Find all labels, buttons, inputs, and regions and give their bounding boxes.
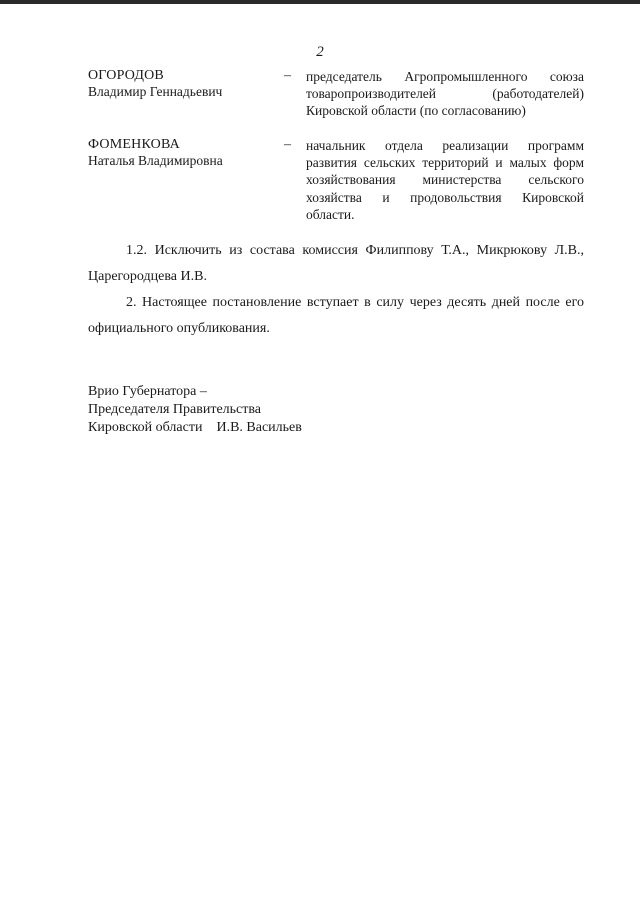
paragraph-effective-date: 2. Настоящее постановление вступает в силу через десять дней после его официального опубликования. xyxy=(88,295,584,336)
member-surname: ФОМЕНКОВА xyxy=(88,137,180,152)
member-dash: – xyxy=(284,137,291,152)
signatory-name: И.В. Васильев xyxy=(216,420,302,435)
page-number: 2 xyxy=(316,44,324,60)
member-given-name: Наталья Владимировна xyxy=(88,153,223,168)
signature-title-line-2: Председателя Правительства xyxy=(88,402,262,417)
member-role: председатель Агропромышленного союза товаропроизводителей (работодателей) Кировской области (по согласованию) xyxy=(306,69,584,119)
member-given-name: Владимир Геннадьевич xyxy=(88,84,223,99)
member-name xyxy=(88,68,278,100)
signature-title-line-1: Врио Губернатора – xyxy=(88,384,207,399)
member-dash: – xyxy=(284,68,291,83)
scan-top-border xyxy=(0,0,640,4)
member-name xyxy=(88,137,278,169)
paragraph-exclusion: 1.2. Исключить из состава комиссия Филиппову Т.А., Микрюкову Л.В., Царегородцева И.В. xyxy=(88,243,584,284)
member-role: начальник отдела реализации программ развития сельских территорий и малых форм хозяйствования министерства сельского хозяйства и продовольствия Кировской области. xyxy=(306,138,584,222)
signature-region: Кировской области xyxy=(88,420,203,435)
signature-title-line-3 xyxy=(88,419,302,437)
signature-block xyxy=(88,383,302,437)
member-surname: ОГОРОДОВ xyxy=(88,68,164,83)
